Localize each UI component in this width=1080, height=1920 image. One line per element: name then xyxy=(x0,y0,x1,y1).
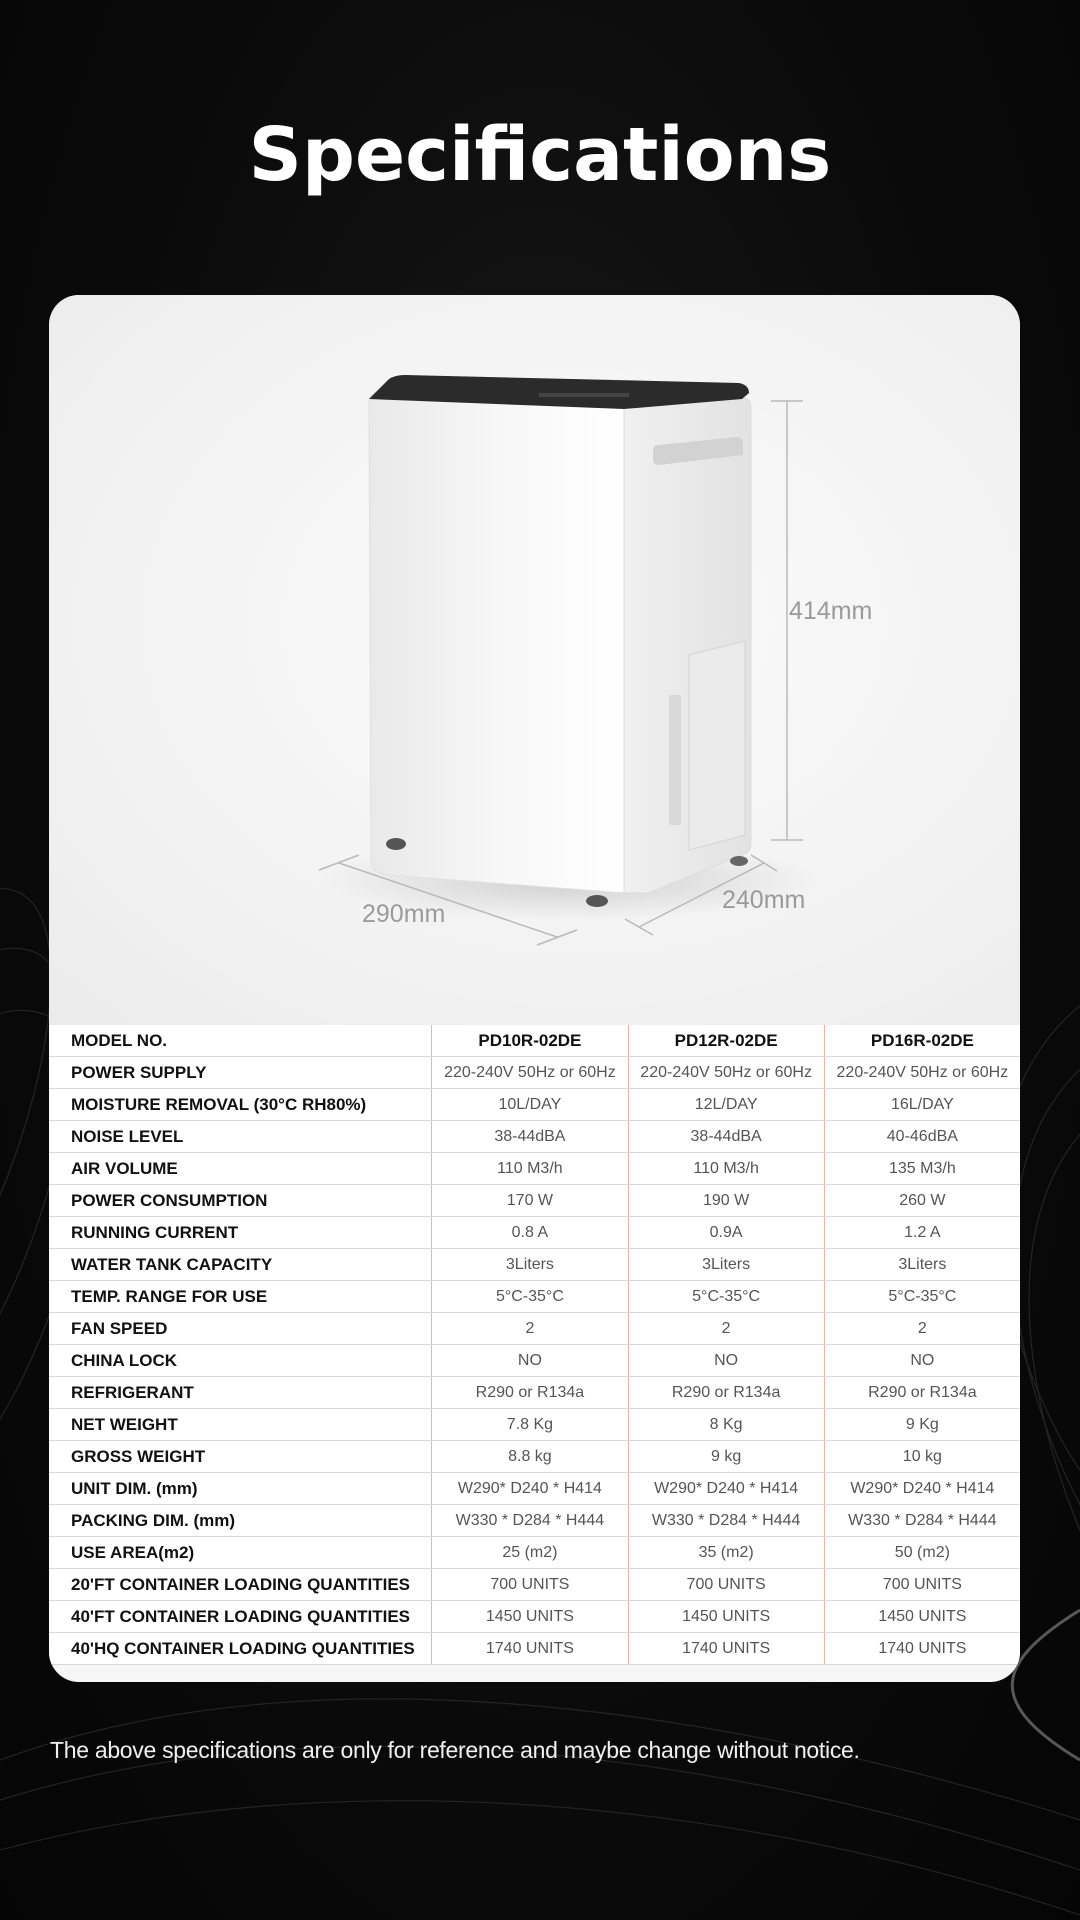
table-row xyxy=(49,1377,1020,1409)
spec-value: 40-46dBA xyxy=(824,1121,1020,1153)
spec-value: 1740 UNITS xyxy=(824,1633,1020,1665)
spec-value: 25 (m2) xyxy=(432,1537,628,1569)
spec-value: R290 or R134a xyxy=(628,1377,824,1409)
spec-value: 110 M3/h xyxy=(628,1153,824,1185)
spec-value: 0.8 A xyxy=(432,1217,628,1249)
spec-value: 8.8 kg xyxy=(432,1441,628,1473)
table-row xyxy=(49,1569,1020,1601)
model-header: PD12R-02DE xyxy=(628,1025,824,1057)
spec-value: 1740 UNITS xyxy=(432,1633,628,1665)
spec-value: 700 UNITS xyxy=(628,1569,824,1601)
width-dimension-label: 290mm xyxy=(362,900,446,928)
spec-value: 1.2 A xyxy=(824,1217,1020,1249)
spec-value: 10 kg xyxy=(824,1441,1020,1473)
table-row xyxy=(49,1345,1020,1377)
spec-label: PACKING DIM. (mm) xyxy=(49,1505,432,1537)
table-row xyxy=(49,1441,1020,1473)
spec-value: 220-240V 50Hz or 60Hz xyxy=(628,1057,824,1089)
spec-value: 2 xyxy=(824,1313,1020,1345)
page-title: Specifications xyxy=(248,112,832,198)
spec-value: 260 W xyxy=(824,1185,1020,1217)
spec-value: 50 (m2) xyxy=(824,1537,1020,1569)
table-row xyxy=(49,1409,1020,1441)
spec-label: POWER SUPPLY xyxy=(49,1057,432,1089)
spec-value: 3Liters xyxy=(824,1249,1020,1281)
spec-value: 8 Kg xyxy=(628,1409,824,1441)
spec-value: W330 * D284 * H444 xyxy=(628,1505,824,1537)
spec-value: 110 M3/h xyxy=(432,1153,628,1185)
spec-value: NO xyxy=(824,1345,1020,1377)
header-label: MODEL NO. xyxy=(49,1025,432,1057)
spec-value: 700 UNITS xyxy=(824,1569,1020,1601)
spec-value: 35 (m2) xyxy=(628,1537,824,1569)
model-header: PD16R-02DE xyxy=(824,1025,1020,1057)
spec-value: R290 or R134a xyxy=(824,1377,1020,1409)
spec-value: W290* D240 * H414 xyxy=(824,1473,1020,1505)
spec-value: W290* D240 * H414 xyxy=(628,1473,824,1505)
spec-value: 12L/DAY xyxy=(628,1089,824,1121)
spec-value: 190 W xyxy=(628,1185,824,1217)
spec-value: 2 xyxy=(432,1313,628,1345)
spec-value: 0.9A xyxy=(628,1217,824,1249)
spec-value: 7.8 Kg xyxy=(432,1409,628,1441)
model-header: PD10R-02DE xyxy=(432,1025,628,1057)
table-row xyxy=(49,1601,1020,1633)
spec-value: 16L/DAY xyxy=(824,1089,1020,1121)
spec-label: GROSS WEIGHT xyxy=(49,1441,432,1473)
spec-value: 1450 UNITS xyxy=(824,1601,1020,1633)
spec-value: NO xyxy=(628,1345,824,1377)
table-row xyxy=(49,1505,1020,1537)
table-row xyxy=(49,1473,1020,1505)
table-row xyxy=(49,1121,1020,1153)
table-row xyxy=(49,1633,1020,1665)
spec-value: 1450 UNITS xyxy=(432,1601,628,1633)
spec-label: 40'FT CONTAINER LOADING QUANTITIES xyxy=(49,1601,432,1633)
spec-label: RUNNING CURRENT xyxy=(49,1217,432,1249)
spec-value: 3Liters xyxy=(432,1249,628,1281)
spec-value: 5°C-35°C xyxy=(432,1281,628,1313)
table-row xyxy=(49,1185,1020,1217)
spec-value: 5°C-35°C xyxy=(824,1281,1020,1313)
spec-value: 5°C-35°C xyxy=(628,1281,824,1313)
spec-label: POWER CONSUMPTION xyxy=(49,1185,432,1217)
spec-label: NET WEIGHT xyxy=(49,1409,432,1441)
spec-label: MOISTURE REMOVAL (30°C RH80%) xyxy=(49,1089,432,1121)
spec-value: W330 * D284 * H444 xyxy=(432,1505,628,1537)
table-row xyxy=(49,1057,1020,1089)
spec-value: NO xyxy=(432,1345,628,1377)
depth-dimension-label: 240mm xyxy=(722,886,806,914)
spec-value: 1450 UNITS xyxy=(628,1601,824,1633)
height-dimension-label: 414mm xyxy=(789,597,873,625)
spec-card xyxy=(49,295,1020,1682)
table-row xyxy=(49,1249,1020,1281)
spec-value: R290 or R134a xyxy=(432,1377,628,1409)
spec-label: WATER TANK CAPACITY xyxy=(49,1249,432,1281)
table-row xyxy=(49,1281,1020,1313)
table-row xyxy=(49,1537,1020,1569)
spec-label: TEMP. RANGE FOR USE xyxy=(49,1281,432,1313)
spec-value: 135 M3/h xyxy=(824,1153,1020,1185)
dehumidifier-image xyxy=(49,295,1020,1025)
spec-label: 20'FT CONTAINER LOADING QUANTITIES xyxy=(49,1569,432,1601)
spec-value: 9 Kg xyxy=(824,1409,1020,1441)
spec-label: FAN SPEED xyxy=(49,1313,432,1345)
spec-label: 40'HQ CONTAINER LOADING QUANTITIES xyxy=(49,1633,432,1665)
spec-value: 38-44dBA xyxy=(432,1121,628,1153)
spec-label: USE AREA(m2) xyxy=(49,1537,432,1569)
spec-value: 9 kg xyxy=(628,1441,824,1473)
spec-value: 3Liters xyxy=(628,1249,824,1281)
table-row xyxy=(49,1089,1020,1121)
spec-label: CHINA LOCK xyxy=(49,1345,432,1377)
spec-table xyxy=(49,1025,1020,1665)
spec-value: 1740 UNITS xyxy=(628,1633,824,1665)
spec-value: 38-44dBA xyxy=(628,1121,824,1153)
spec-label: REFRIGERANT xyxy=(49,1377,432,1409)
spec-value: W290* D240 * H414 xyxy=(432,1473,628,1505)
spec-label: AIR VOLUME xyxy=(49,1153,432,1185)
spec-value: 220-240V 50Hz or 60Hz xyxy=(824,1057,1020,1089)
spec-label: UNIT DIM. (mm) xyxy=(49,1473,432,1505)
spec-value: 170 W xyxy=(432,1185,628,1217)
product-image-area xyxy=(49,295,1020,1025)
spec-value: 700 UNITS xyxy=(432,1569,628,1601)
spec-value: 10L/DAY xyxy=(432,1089,628,1121)
spec-label: NOISE LEVEL xyxy=(49,1121,432,1153)
spec-value: W330 * D284 * H444 xyxy=(824,1505,1020,1537)
table-row xyxy=(49,1153,1020,1185)
table-header-row xyxy=(49,1025,1020,1057)
disclaimer-note: The above specifications are only for reference and maybe change without notice. xyxy=(50,1737,860,1763)
table-row xyxy=(49,1217,1020,1249)
spec-value: 2 xyxy=(628,1313,824,1345)
spec-value: 220-240V 50Hz or 60Hz xyxy=(432,1057,628,1089)
table-row xyxy=(49,1313,1020,1345)
